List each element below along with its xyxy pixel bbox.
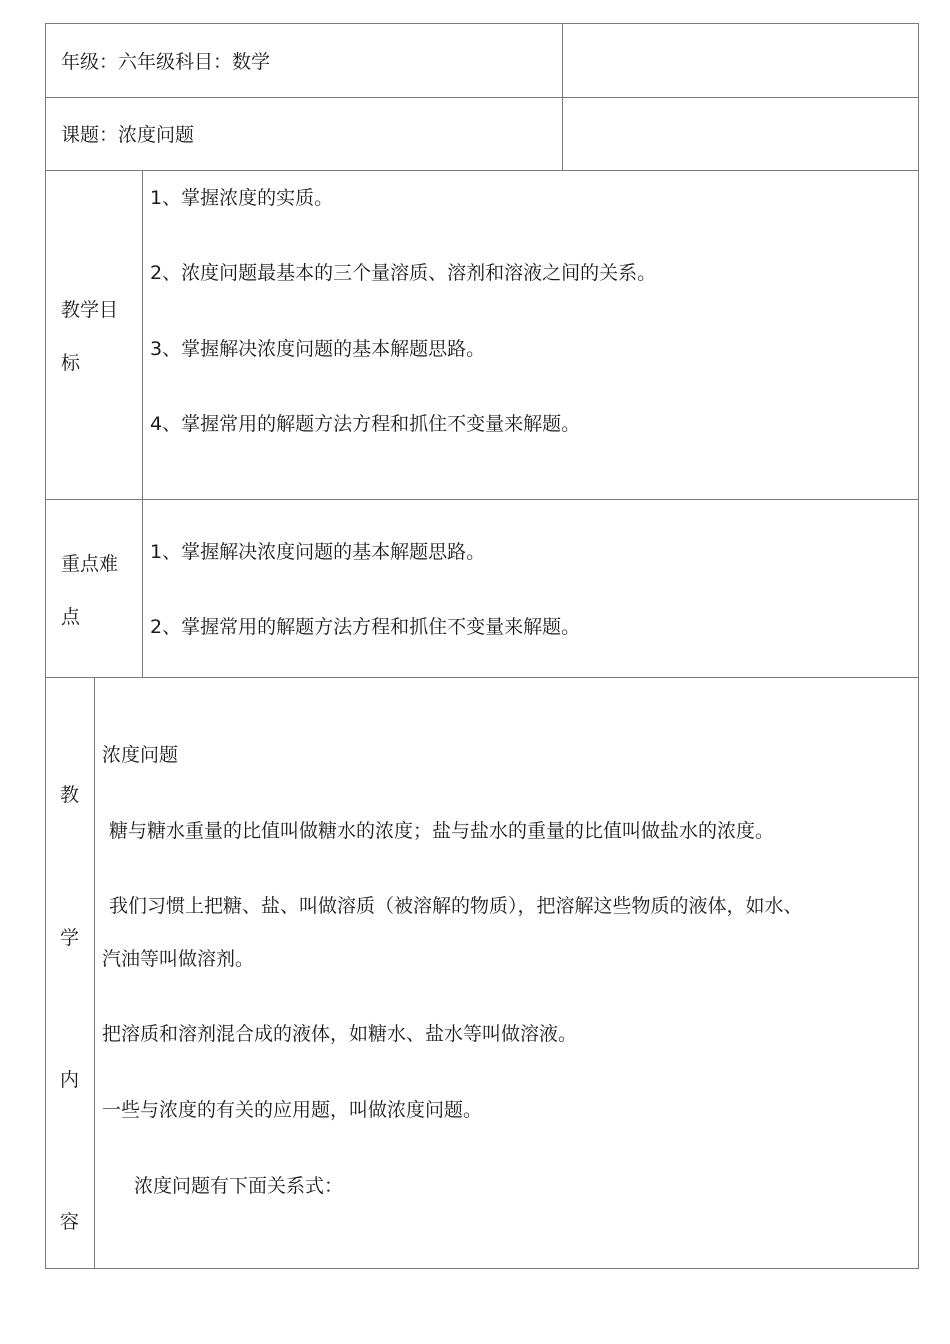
content-label-char-1: 教 [60,784,80,806]
content-paragraph-3: 把溶质和溶剂混合成的液体，如糖水、盐水等叫做溶液。 [102,1023,578,1045]
objectives-label-line2: 标 [61,352,81,374]
content-paragraph-2: 我们习惯上把糖、盐、叫做溶质（被溶解的物质），把溶解这些物质的液体，如水、 [109,895,803,917]
content-label-char-4: 容 [60,1211,80,1233]
table-border-bottom [45,1268,919,1269]
objective-item-1: 1、掌握浓度的实质。 [150,187,334,209]
grade-subject-cell: 年级：六年级科目：数学 [61,51,271,73]
table-border-right [918,23,919,1269]
key-point-item-1: 1、掌握解决浓度问题的基本解题思路。 [150,541,486,563]
content-label-char-3: 内 [60,1069,80,1091]
row-divider-2 [45,170,919,171]
key-point-item-2: 2、掌握常用的解题方法方程和抓住不变量来解题。 [150,616,581,638]
content-paragraph-5: 浓度问题有下面关系式： [134,1175,344,1197]
content-title: 浓度问题 [102,744,179,766]
key-points-label-line2: 点 [61,606,81,628]
content-label-char-2: 学 [60,927,80,949]
objective-item-3: 3、掌握解决浓度问题的基本解题思路。 [150,338,486,360]
label-col-divider [142,170,143,677]
content-label-divider [94,677,95,1268]
content-paragraph-2-cont: 汽油等叫做溶剂。 [102,948,255,970]
key-points-label-line1: 重点难 [61,553,119,575]
content-paragraph-1: 糖与糖水重量的比值叫做糖水的浓度；盐与盐水的重量的比值叫做盐水的浓度。 [109,820,775,842]
header-col-divider [562,23,563,170]
objective-item-2: 2、浓度问题最基本的三个量溶质、溶剂和溶液之间的关系。 [150,262,657,284]
content-paragraph-4: 一些与浓度的有关的应用题，叫做浓度问题。 [102,1099,483,1121]
row-divider-1 [45,97,919,98]
objective-item-4: 4、掌握常用的解题方法方程和抓住不变量来解题。 [150,413,581,435]
objectives-label-line1: 教学目 [61,299,119,321]
row-divider-4 [45,677,919,678]
row-divider-3 [45,499,919,500]
table-border-left [45,23,46,1269]
table-border-top [45,23,919,24]
topic-cell: 课题：浓度问题 [61,124,195,146]
